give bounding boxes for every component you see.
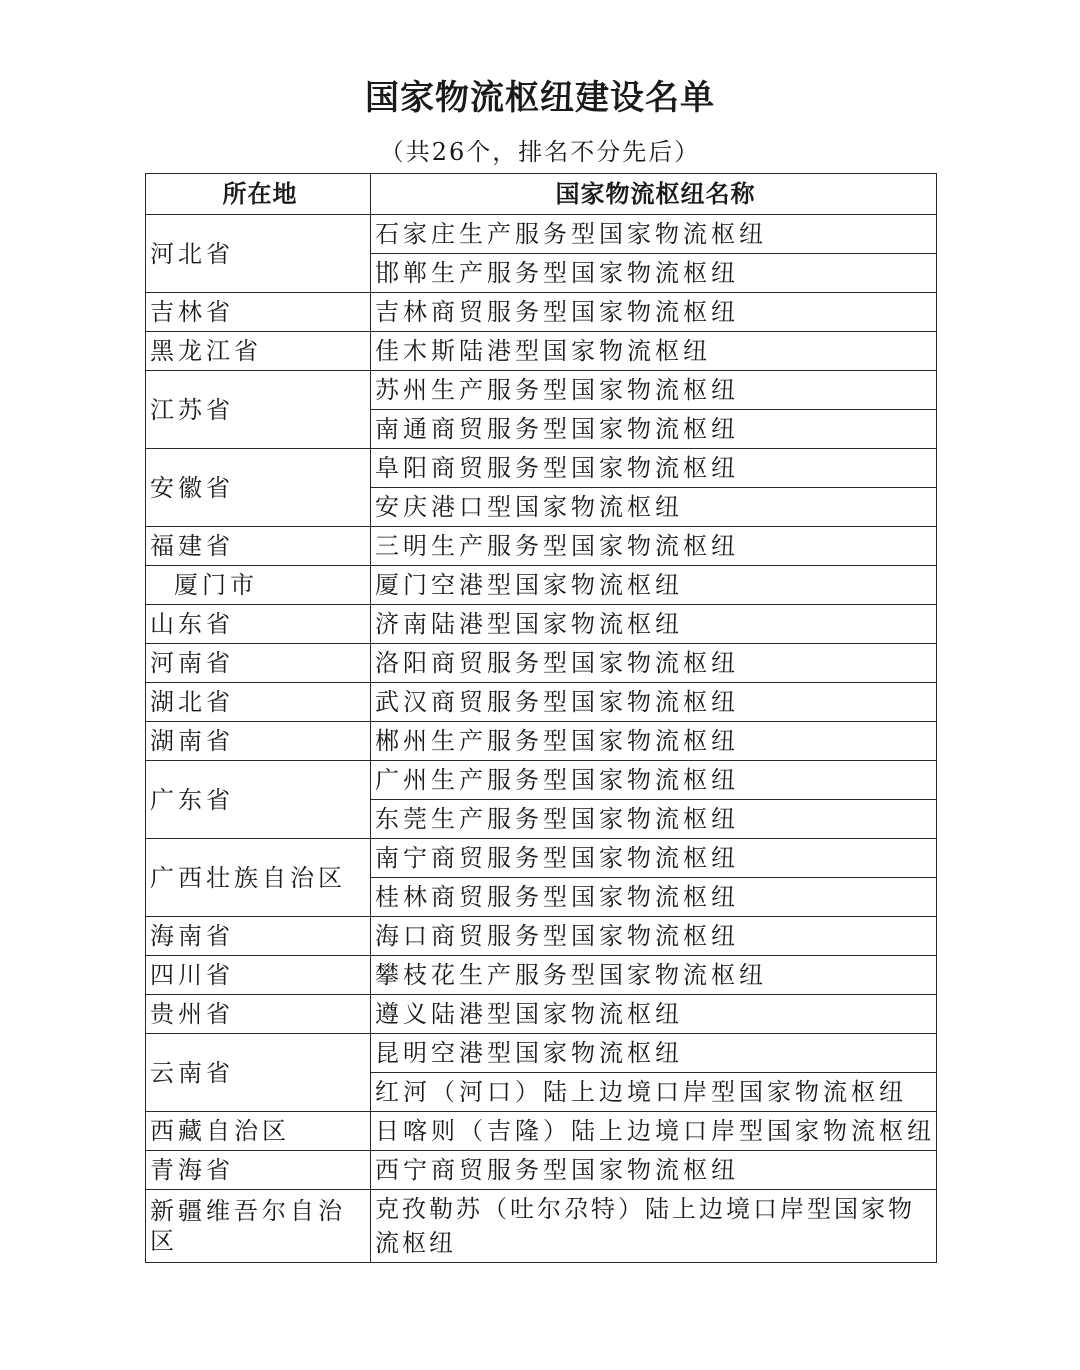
hub-cell: 安庆港口型国家物流枢纽 xyxy=(371,488,937,527)
hub-cell: 攀枝花生产服务型国家物流枢纽 xyxy=(371,956,937,995)
hub-cell: 吉林商贸服务型国家物流枢纽 xyxy=(371,293,937,332)
document-subtitle: （共26个，排名不分先后） xyxy=(379,138,701,166)
hub-cell: 南通商贸服务型国家物流枢纽 xyxy=(371,410,937,449)
table-row xyxy=(146,1190,937,1263)
hub-cell: 海口商贸服务型国家物流枢纽 xyxy=(371,917,937,956)
location-cell: 河南省 xyxy=(146,644,371,683)
hub-cell: 遵义陆港型国家物流枢纽 xyxy=(371,995,937,1034)
hub-cell: 三明生产服务型国家物流枢纽 xyxy=(371,527,937,566)
hub-cell: 石家庄生产服务型国家物流枢纽 xyxy=(371,215,937,254)
hub-cell: 洛阳商贸服务型国家物流枢纽 xyxy=(371,644,937,683)
hub-cell: 东莞生产服务型国家物流枢纽 xyxy=(371,800,937,839)
table-row xyxy=(146,722,937,761)
table-row xyxy=(146,566,937,605)
table-row xyxy=(146,527,937,566)
location-cell: 安徽省 xyxy=(146,449,371,527)
hub-cell: 邯郸生产服务型国家物流枢纽 xyxy=(371,254,937,293)
location-cell: 贵州省 xyxy=(146,995,371,1034)
table-row xyxy=(146,1034,937,1073)
table-row xyxy=(146,995,937,1034)
table-header-row xyxy=(146,174,937,215)
hub-cell: 桂林商贸服务型国家物流枢纽 xyxy=(371,878,937,917)
hub-cell: 苏州生产服务型国家物流枢纽 xyxy=(371,371,937,410)
hub-cell: 厦门空港型国家物流枢纽 xyxy=(371,566,937,605)
header-location: 所在地 xyxy=(146,174,371,215)
hub-cell: 郴州生产服务型国家物流枢纽 xyxy=(371,722,937,761)
location-cell: 云南省 xyxy=(146,1034,371,1112)
hub-cell: 广州生产服务型国家物流枢纽 xyxy=(371,761,937,800)
header-hub-name: 国家物流枢纽名称 xyxy=(371,174,937,215)
location-cell: 湖南省 xyxy=(146,722,371,761)
table-row xyxy=(146,215,937,254)
hub-cell: 武汉商贸服务型国家物流枢纽 xyxy=(371,683,937,722)
location-cell: 山东省 xyxy=(146,605,371,644)
hub-cell: 阜阳商贸服务型国家物流枢纽 xyxy=(371,449,937,488)
location-cell: 吉林省 xyxy=(146,293,371,332)
table-row xyxy=(146,371,937,410)
location-cell: 青海省 xyxy=(146,1151,371,1190)
table-row xyxy=(146,917,937,956)
location-cell: 江苏省 xyxy=(146,371,371,449)
table-row xyxy=(146,644,937,683)
location-cell: 湖北省 xyxy=(146,683,371,722)
table-row xyxy=(146,449,937,488)
table-row xyxy=(146,1112,937,1151)
hub-cell: 克孜勒苏（吐尔尕特）陆上边境口岸型国家物流枢纽 xyxy=(371,1190,937,1263)
location-cell: 广西壮族自治区 xyxy=(146,839,371,917)
location-cell: 新疆维吾尔自治区 xyxy=(146,1190,371,1263)
table-row xyxy=(146,1151,937,1190)
location-cell: 广东省 xyxy=(146,761,371,839)
logistics-hub-table xyxy=(145,173,937,1263)
location-cell: 福建省 xyxy=(146,527,371,566)
hub-cell: 红河（河口）陆上边境口岸型国家物流枢纽 xyxy=(371,1073,937,1112)
hub-cell: 日喀则（吉隆）陆上边境口岸型国家物流枢纽 xyxy=(371,1112,937,1151)
location-cell: 海南省 xyxy=(146,917,371,956)
table-row xyxy=(146,761,937,800)
table-row xyxy=(146,332,937,371)
table-row xyxy=(146,293,937,332)
hub-cell: 昆明空港型国家物流枢纽 xyxy=(371,1034,937,1073)
hub-cell: 西宁商贸服务型国家物流枢纽 xyxy=(371,1151,937,1190)
table-row xyxy=(146,683,937,722)
table-row xyxy=(146,839,937,878)
location-cell: 河北省 xyxy=(146,215,371,293)
hub-cell: 南宁商贸服务型国家物流枢纽 xyxy=(371,839,937,878)
location-cell: 四川省 xyxy=(146,956,371,995)
hub-cell: 佳木斯陆港型国家物流枢纽 xyxy=(371,332,937,371)
document-title: 国家物流枢纽建设名单 xyxy=(365,78,715,118)
location-cell: 厦门市 xyxy=(146,566,371,605)
location-cell: 西藏自治区 xyxy=(146,1112,371,1151)
table-row xyxy=(146,956,937,995)
location-cell: 黑龙江省 xyxy=(146,332,371,371)
table-row xyxy=(146,605,937,644)
hub-cell: 济南陆港型国家物流枢纽 xyxy=(371,605,937,644)
